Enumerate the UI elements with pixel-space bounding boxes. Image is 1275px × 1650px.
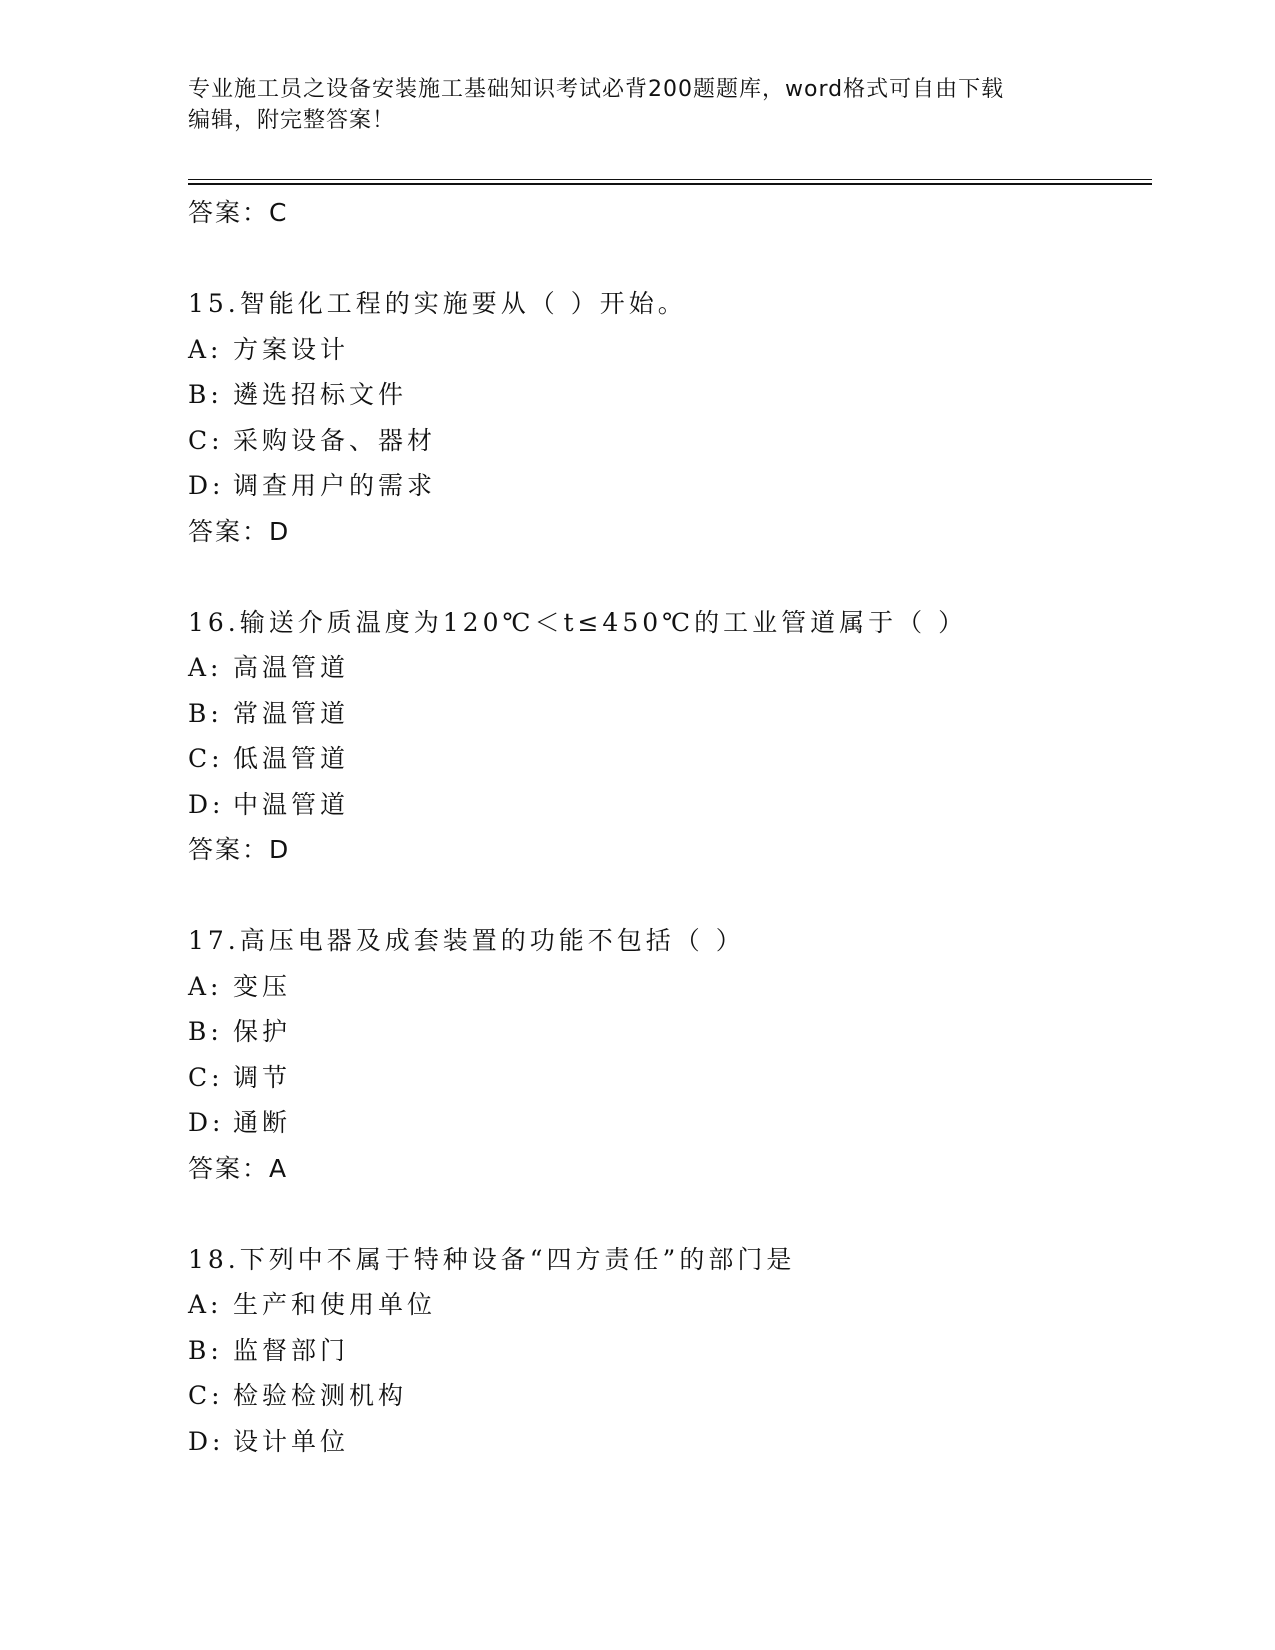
option-c	[188, 1373, 1148, 1419]
option-text: 检验检测机构	[233, 1381, 408, 1410]
option-key: B:	[188, 698, 223, 728]
option-text: 中温管道	[233, 789, 350, 819]
option-text: 变压	[233, 971, 292, 1001]
answer-line: 答案：A	[188, 1153, 289, 1183]
question-stem: 15.智能化工程的实施要从（ ）开始。	[188, 289, 687, 318]
option-c	[188, 418, 1148, 464]
option-key: C:	[188, 1381, 224, 1410]
option-d	[188, 782, 1148, 828]
option-key: C:	[188, 744, 224, 773]
option-text: 设计单位	[233, 1426, 350, 1456]
option-a	[188, 964, 1148, 1010]
answer-line: 答案：D	[188, 835, 291, 864]
document-header	[188, 74, 1088, 136]
option-c	[188, 1055, 1148, 1101]
option-b	[188, 691, 1148, 737]
option-text: 高温管道	[233, 653, 350, 682]
option-key: D:	[188, 789, 225, 819]
option-key: B:	[188, 1335, 223, 1365]
question-block	[188, 1237, 1148, 1465]
option-d	[188, 1419, 1148, 1465]
option-text: 调查用户的需求	[233, 471, 437, 500]
option-b	[188, 1328, 1148, 1374]
option-key: C:	[188, 1062, 224, 1092]
option-text: 采购设备、器材	[233, 425, 437, 455]
header-line-1: 专业施工员之设备安装施工基础知识考试必背200题题库，word格式可自由下载	[188, 77, 1005, 102]
question-list	[188, 190, 1148, 1464]
option-d	[188, 1100, 1148, 1146]
option-text: 低温管道	[233, 744, 350, 773]
option-key: B:	[188, 380, 223, 409]
option-d	[188, 463, 1148, 509]
option-a	[188, 327, 1148, 373]
option-key: C:	[188, 425, 224, 455]
option-a	[188, 645, 1148, 691]
option-text: 保护	[233, 1017, 292, 1046]
option-a	[188, 1282, 1148, 1328]
option-key: A:	[188, 653, 223, 682]
option-text: 监督部门	[233, 1335, 350, 1365]
option-key: A:	[188, 971, 223, 1001]
question-block	[188, 600, 1148, 873]
answer-line: 答案：D	[188, 516, 291, 546]
question-block	[188, 918, 1148, 1191]
option-c	[188, 736, 1148, 782]
option-text: 遴选招标文件	[233, 380, 408, 409]
answer-line: 答案：C	[188, 198, 289, 227]
option-text: 方案设计	[233, 334, 350, 364]
option-key: D:	[188, 471, 225, 500]
option-text: 调节	[233, 1062, 292, 1092]
option-b	[188, 372, 1148, 418]
option-key: B:	[188, 1017, 223, 1046]
option-b	[188, 1009, 1148, 1055]
question-block	[188, 281, 1148, 554]
option-key: D:	[188, 1108, 225, 1137]
header-line-2: 编辑，附完整答案！	[188, 108, 396, 133]
option-key: D:	[188, 1426, 225, 1456]
option-text: 生产和使用单位	[233, 1290, 437, 1319]
question-stem: 16.输送介质温度为120℃＜t≤450℃的工业管道属于（ ）	[188, 607, 968, 637]
option-key: A:	[188, 1290, 223, 1319]
option-key: A:	[188, 334, 223, 364]
question-stem: 18.下列中不属于特种设备“四方责任”的部门是	[188, 1244, 796, 1274]
question-stem: 17.高压电器及成套装置的功能不包括（ ）	[188, 926, 745, 955]
option-text: 常温管道	[233, 698, 350, 728]
header-divider-thin	[188, 179, 1152, 180]
option-text: 通断	[233, 1108, 292, 1137]
header-divider-thick	[188, 183, 1152, 185]
